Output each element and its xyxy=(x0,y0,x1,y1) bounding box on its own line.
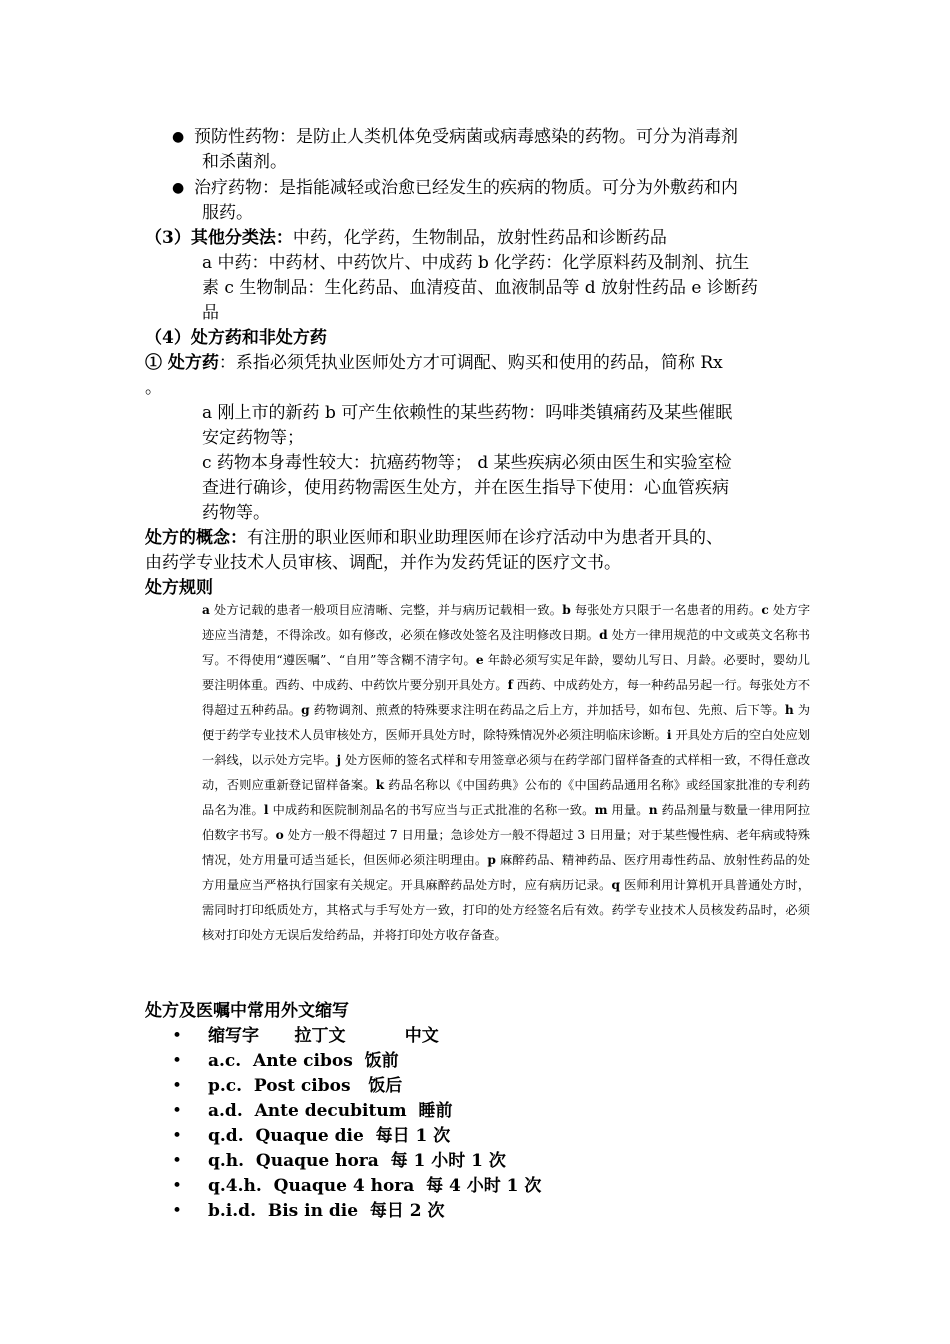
bullet-icon: • xyxy=(172,1201,183,1221)
other-text: 中药，化学药，生物制品，放射性药品和诊断药品 xyxy=(292,228,667,248)
rule-text: 开具处方后的空白处应划一斜线，以示处方完毕。 xyxy=(202,728,810,767)
rule-key: f xyxy=(507,678,513,692)
abbr-header: 缩写字 拉丁文 中文 xyxy=(208,1026,439,1046)
abbr-row-text: q.d. Quaque die 每日 1 次 xyxy=(208,1126,451,1146)
bullet-icon: ● xyxy=(172,180,185,196)
rule-text: 处方记载的患者一般项目应清晰、完整，并与病历记载相一致。 xyxy=(209,603,563,617)
rule-text: 用量。 xyxy=(607,803,649,817)
concept-paragraph xyxy=(145,526,723,550)
rule-key: p xyxy=(487,853,496,867)
rx-line-4: 查进行确诊，使用药物需医生处方，并在医生指导下使用：心血管疾病 xyxy=(202,478,729,498)
rule-key: k xyxy=(375,778,385,792)
rule-key: m xyxy=(594,803,608,817)
other-classification xyxy=(145,226,667,250)
rule-key: a xyxy=(202,603,210,617)
rule-text: 药品剂量与数量一律用阿拉伯数字书写。 xyxy=(202,803,811,842)
rule-key: q xyxy=(611,878,621,892)
abbr-heading: 处方及医嘱中常用外文缩写 xyxy=(145,1001,349,1021)
rule-key: l xyxy=(263,803,269,817)
rule-text: 医师利用计算机开具普通处方时，需同时打印纸质处方，其格式与手写处方一致，打印的处方经签名后有效。药学专业技术人员核发药品时，必须核对打印处方无误后发给药品，并将打印处方收存备查。 xyxy=(202,878,811,942)
bullet-icon: • xyxy=(172,1101,183,1121)
treatment-line-2: 服药。 xyxy=(202,203,253,223)
rule-key: o xyxy=(275,828,284,842)
prevention-line-2: 和杀菌剂。 xyxy=(202,152,287,172)
rx-line-3: c 药物本身毒性较大：抗癌药物等； d 某些疾病必须由医生和实验室检 xyxy=(202,453,732,473)
bullet-icon: • xyxy=(172,1151,183,1171)
rule-text: 中成药和医院制剂品名的书写应当与正式批准的名称一致。 xyxy=(268,803,595,817)
rule-text: 处方一般不得超过 7 日用量；急诊处方一般不得超过 3 日用量；对于某些慢性病、老年病或特殊情况，处方用量可适当延长，但医师必须注明理由。 xyxy=(202,828,810,867)
abbr-row-text: b.i.d. Bis in die 每日 2 次 xyxy=(208,1201,445,1221)
rule-key: e xyxy=(475,653,484,667)
rule-text: 每张处方只限于一名患者的用药。 xyxy=(570,603,762,617)
bullet-icon: • xyxy=(172,1051,183,1071)
other-label: （3）其他分类法： xyxy=(145,228,293,248)
abbr-row xyxy=(172,1049,399,1073)
abbr-row xyxy=(172,1074,402,1098)
rule-key: c xyxy=(761,603,769,617)
abbr-row xyxy=(172,1174,541,1198)
rx-line-1: a 刚上市的新药 b 可产生依赖性的某些药物：吗啡类镇痛药及某些催眠 xyxy=(202,403,733,423)
bullet-icon: • xyxy=(172,1026,183,1046)
rule-text: 处方医师的签名式样和专用签章必须与在药学部门留样备查的式样相一致，不得任意改动，否则应重新登记留样备案。 xyxy=(202,753,811,792)
rx-heading: （4）处方药和非处方药 xyxy=(145,328,327,348)
rule-key: n xyxy=(648,803,658,817)
abbr-row-text: a.c. Ante cibos 饭前 xyxy=(208,1051,399,1071)
abbr-header-row xyxy=(172,1024,439,1048)
rx-tail: 。 xyxy=(145,378,162,398)
concept-text: 有注册的职业医师和职业助理医师在诊疗活动中为患者开具的、 xyxy=(247,528,723,548)
rule-key: j xyxy=(336,753,342,767)
rule-text: 药品名称以《中国药典》公布的《中国药品通用名称》或经国家批准的专利药品名为准。 xyxy=(202,778,811,817)
rule-key: d xyxy=(599,628,608,642)
bullet-icon: ● xyxy=(172,129,185,145)
rule-text: 处方字迹应当清楚，不得涂改。如有修改，必须在修改处签名及注明修改日期。 xyxy=(202,603,811,642)
bullet-icon: • xyxy=(172,1076,183,1096)
rx-label: ① 处方药 xyxy=(145,353,219,373)
rx-line-2: 安定药物等； xyxy=(202,428,304,448)
rule-text: 西药、中成药处方，每一种药品另起一行。每张处方不得超过五种药品。 xyxy=(202,678,811,717)
rx-text: ：系指必须凭执业医师处方才可调配、购买和使用的药品，简称 Rx xyxy=(218,353,723,373)
abbr-row xyxy=(172,1149,506,1173)
bullet-icon: • xyxy=(172,1176,183,1196)
rule-text: 为便于药学专业技术人员审核处方，医师开具处方时，除特殊情况外必须注明临床诊断。 xyxy=(202,703,811,742)
abbr-row xyxy=(172,1099,453,1123)
treatment-line-1: 治疗药物：是指能减轻或治愈已经发生的疾病的物质。可分为外敷药和内 xyxy=(194,178,738,198)
rules-body xyxy=(202,598,810,948)
rule-key: b xyxy=(562,603,571,617)
rule-text: 药物调剂、煎煮的特殊要求注明在药品之后上方，并加括号，如布包、先煎、后下等。 xyxy=(309,703,785,717)
rule-key: h xyxy=(784,703,794,717)
other-line-4: 品 xyxy=(202,303,219,323)
other-line-2: a 中药：中药材、中药饮片、中成药 b 化学药：化学原料药及制剂、抗生 xyxy=(202,253,750,273)
rule-key: g xyxy=(301,703,310,717)
rule-text: 麻醉药品、精神药品、医疗用毒性药品、放射性药品的处方用量应当严格执行国家有关规定。开具麻醉药品处方时，应有病历记录。 xyxy=(202,853,811,892)
abbr-row-text: a.d. Ante decubitum 睡前 xyxy=(208,1101,453,1121)
rx-line-5: 药物等。 xyxy=(202,503,270,523)
concept-label: 处方的概念： xyxy=(145,528,247,548)
concept-line-2: 由药学专业技术人员审核、调配，并作为发药凭证的医疗文书。 xyxy=(145,553,621,573)
abbr-row xyxy=(172,1199,445,1223)
bullet-icon: • xyxy=(172,1126,183,1146)
abbr-row xyxy=(172,1124,450,1148)
abbr-row-text: q.h. Quaque hora 每 1 小时 1 次 xyxy=(208,1151,506,1171)
rule-text: 年龄必须写实足年龄，婴幼儿写日、月龄。必要时，婴幼儿要注明体重。西药、中成药、中药饮片要分别开具处方。 xyxy=(202,653,810,692)
abbr-row-text: q.4.h. Quaque 4 hora 每 4 小时 1 次 xyxy=(208,1176,542,1196)
rule-text: 处方一律用规范的中文或英文名称书写。不得使用“遵医嘱”、“自用”等含糊不清字句。 xyxy=(202,628,810,667)
rule-key: i xyxy=(666,728,672,742)
rules-heading: 处方规则 xyxy=(145,578,213,598)
prevention-line-1: 预防性药物：是防止人类机体免受病菌或病毒感染的药物。可分为消毒剂 xyxy=(194,127,738,147)
other-line-3: 素 c 生物制品：生化药品、血清疫苗、血液制品等 d 放射性药品 e 诊断药 xyxy=(202,278,758,298)
rx-definition xyxy=(145,351,723,375)
abbr-row-text: p.c. Post cibos 饭后 xyxy=(208,1076,403,1096)
